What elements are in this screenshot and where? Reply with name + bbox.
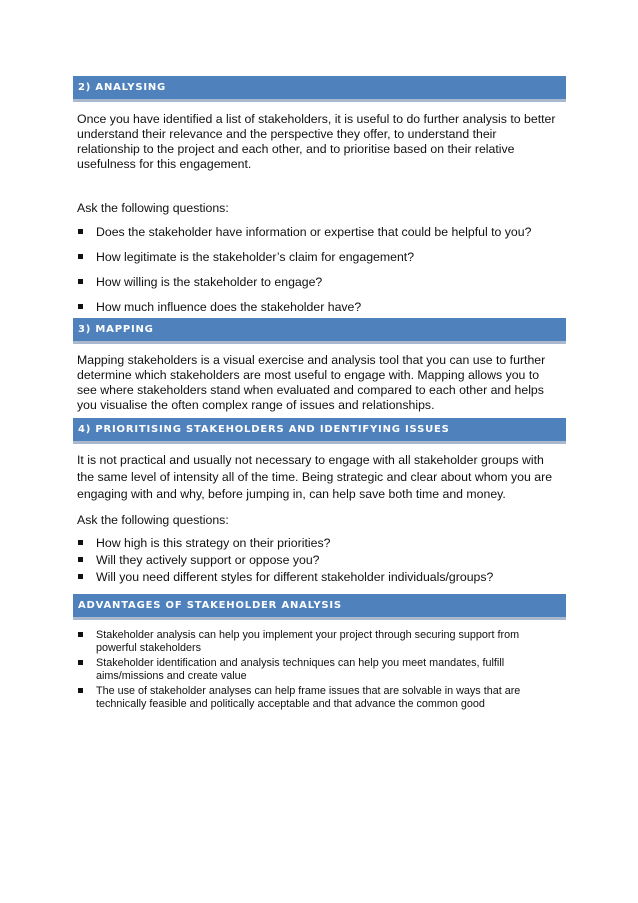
square-bullet-icon xyxy=(78,688,83,693)
list-item xyxy=(77,553,561,568)
list-item-text: How willing is the stakeholder to engage? xyxy=(96,275,323,289)
advantages-list xyxy=(77,629,561,713)
list-item xyxy=(77,250,561,265)
square-bullet-icon xyxy=(78,279,83,284)
list-item xyxy=(77,536,561,551)
list-item xyxy=(77,300,561,315)
section-heading: ADVANTAGES OF STAKEHOLDER ANALYSIS xyxy=(78,600,342,611)
prioritising-ask-line: Ask the following questions: xyxy=(77,513,229,527)
prioritising-paragraph: It is not practical and usually not necessary to engage with all stakeholder groups with the same level of intensity all of the time. Being strategic and clear about whom you are engaging with and why, before jumping in, can help save both time and money. xyxy=(77,453,553,501)
list-item-text: How legitimate is the stakeholder’s claim for engagement? xyxy=(96,250,415,264)
section-heading: 3) MAPPING xyxy=(78,324,154,335)
square-bullet-icon xyxy=(78,557,83,562)
section-banner-analysing xyxy=(73,76,566,102)
section-banner-advantages xyxy=(73,594,566,620)
list-item-text: How high is this strategy on their priorities? xyxy=(96,536,331,550)
analysing-question-list xyxy=(77,225,561,325)
list-item xyxy=(77,275,561,290)
list-item xyxy=(77,570,561,585)
square-bullet-icon xyxy=(78,304,83,309)
square-bullet-icon xyxy=(78,229,83,234)
list-item-text: Will you need different styles for different stakeholder individuals/groups? xyxy=(96,570,494,584)
square-bullet-icon xyxy=(78,540,83,545)
list-item xyxy=(77,685,561,711)
list-item xyxy=(77,657,561,683)
section-banner-prioritising xyxy=(73,418,566,444)
section-banner-mapping xyxy=(73,318,566,344)
analysing-ask-line: Ask the following questions: xyxy=(77,201,229,215)
square-bullet-icon xyxy=(78,660,83,665)
mapping-paragraph: Mapping stakeholders is a visual exercise and analysis tool that you can use to further determine which stakeholders are most useful to engage with. Mapping allows you to see where stakeholders stand when evaluated and compared to each other and helps you visualise the often complex range of issues and relationships. xyxy=(77,353,546,412)
list-item xyxy=(77,225,561,240)
section-heading: 2) ANALYSING xyxy=(78,82,167,93)
square-bullet-icon xyxy=(78,632,83,637)
square-bullet-icon xyxy=(78,574,83,579)
list-item-text: How much influence does the stakeholder have? xyxy=(96,300,362,314)
list-item-text: Stakeholder analysis can help you implement your project through securing support from powerful stakeholders xyxy=(96,629,520,654)
list-item-text: Stakeholder identification and analysis techniques can help you meet mandates, fulfill aims/missions and create value xyxy=(96,657,505,682)
list-item xyxy=(77,629,561,655)
list-item-text: Will they actively support or oppose you? xyxy=(96,553,320,567)
analysing-intro-paragraph: Once you have identified a list of stakeholders, it is useful to do further analysis to better understand their relevance and the perspective they offer, to understand their relationship to the project and each other, and to prioritise based on their relative usefulness for this engagement. xyxy=(77,112,556,171)
list-item-text: Does the stakeholder have information or expertise that could be helpful to you? xyxy=(96,225,532,239)
square-bullet-icon xyxy=(78,254,83,259)
list-item-text: The use of stakeholder analyses can help frame issues that are solvable in ways that are technically feasible and politically acceptable and that advance the common good xyxy=(96,685,521,710)
prioritising-question-list xyxy=(77,536,561,587)
section-heading: 4) PRIORITISING STAKEHOLDERS AND IDENTIFYING ISSUES xyxy=(78,424,450,435)
